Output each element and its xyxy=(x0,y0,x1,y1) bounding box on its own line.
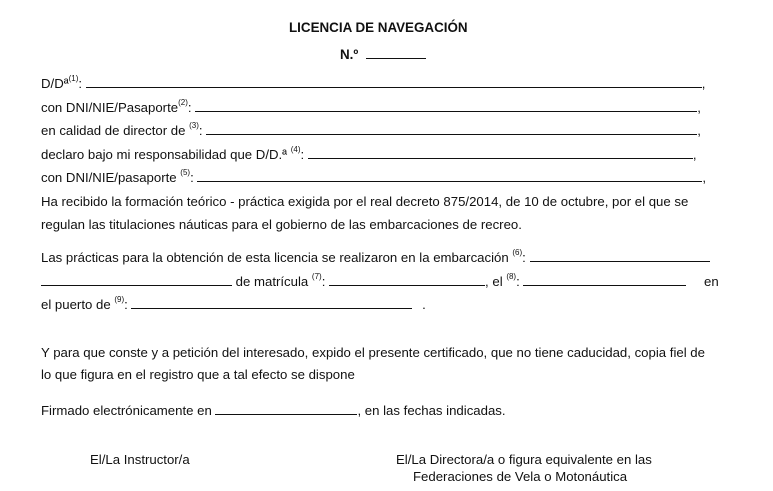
matricula-blank[interactable] xyxy=(329,274,485,286)
colon: : xyxy=(187,100,192,115)
comma: , xyxy=(697,123,701,138)
para1-line1: Ha recibido la formación teórico - práctica exigida por el real decreto 875/2014, de 10 de octubre, por el que se xyxy=(41,194,689,209)
name-label: D/Dª xyxy=(41,76,69,91)
declaro-blank[interactable] xyxy=(308,147,693,159)
field-row-director xyxy=(41,123,701,138)
period: . xyxy=(422,297,426,312)
colon: : xyxy=(124,297,128,312)
para1-line2: regulan las titulaciones náuticas para el gobierno de las embarcaciones de recreo. xyxy=(41,217,522,232)
field-row-dni2 xyxy=(41,170,706,185)
practicas-line2 xyxy=(41,274,686,289)
comma: , xyxy=(701,76,706,91)
comma: , xyxy=(697,100,701,115)
name-blank[interactable] xyxy=(86,76,702,88)
firmado-line xyxy=(41,403,506,418)
en-label: en xyxy=(704,274,719,289)
footnote-ref: (6) xyxy=(512,248,523,257)
number-blank[interactable] xyxy=(366,47,426,59)
fecha-blank[interactable] xyxy=(523,274,686,286)
puerto-blank[interactable] xyxy=(131,297,412,309)
footnote-ref: (3) xyxy=(189,121,199,130)
lugar-blank[interactable] xyxy=(215,403,357,415)
embarcacion-blank[interactable] xyxy=(530,250,710,262)
footnote-ref: (8) xyxy=(506,272,517,281)
el-label: , el xyxy=(485,274,503,289)
colon: : xyxy=(198,123,203,138)
footnote-ref: (7) xyxy=(311,272,322,281)
footnote-ref: (1) xyxy=(68,74,79,83)
field-row-name xyxy=(41,76,705,91)
comma: , xyxy=(692,147,697,162)
firmado-after: , en las fechas indicadas. xyxy=(357,403,506,418)
licence-number xyxy=(340,47,426,62)
footnote-ref: (5) xyxy=(180,168,191,177)
document-title: LICENCIA DE NAVEGACIÓN xyxy=(289,20,468,35)
colon: : xyxy=(190,170,194,185)
para3-line2: lo que figura en el registro que a tal efecto se dispone xyxy=(41,367,355,382)
matricula-label: de matrícula xyxy=(235,274,309,289)
firmado-label: Firmado electrónicamente en xyxy=(41,403,212,418)
colon: : xyxy=(78,76,83,91)
footnote-ref: (2) xyxy=(178,98,188,107)
embarcacion-blank-cont[interactable] xyxy=(41,274,232,286)
dni2-blank[interactable] xyxy=(197,170,702,182)
colon: : xyxy=(522,250,526,265)
signature-instructor: El/La Instructor/a xyxy=(90,452,190,467)
signature-director-line1: El/La Directora/a o figura equivalente en las xyxy=(396,452,652,467)
puerto-label: el puerto de xyxy=(41,297,111,312)
dni-label: con DNI/NIE/Pasaporte xyxy=(41,100,179,115)
field-row-declaro xyxy=(41,147,697,162)
signature-director-line2: Federaciones de Vela o Motonáutica xyxy=(413,469,628,484)
practicas-text: Las prácticas para la obtención de esta licencia se realizaron en la embarcación xyxy=(41,250,509,265)
director-blank[interactable] xyxy=(206,123,697,135)
colon: : xyxy=(300,147,305,162)
para3-line1: Y para que conste y a petición del interesado, expido el presente certificado, que no tiene caducidad, copia fiel de xyxy=(41,345,705,360)
practicas-line3 xyxy=(41,297,426,312)
comma: , xyxy=(702,170,707,185)
dni2-label: con DNI/NIE/pasaporte xyxy=(41,170,177,185)
director-label: en calidad de director de xyxy=(41,123,186,138)
practicas-line1 xyxy=(41,250,710,265)
colon: : xyxy=(516,274,520,289)
footnote-ref: (4) xyxy=(290,145,301,154)
field-row-dni xyxy=(41,100,701,115)
number-label: N.º xyxy=(340,47,359,62)
footnote-ref: (9) xyxy=(114,295,125,304)
colon: : xyxy=(321,274,326,289)
declaro-label: declaro bajo mi responsabilidad que D/D.ª xyxy=(41,147,288,162)
dni-blank[interactable] xyxy=(195,100,697,112)
